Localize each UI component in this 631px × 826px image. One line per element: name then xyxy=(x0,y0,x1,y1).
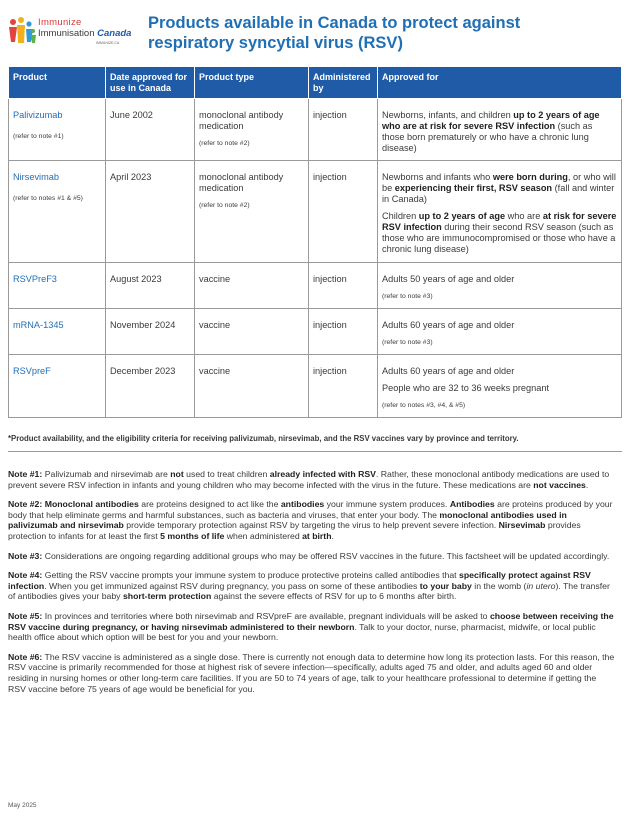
admin-cell: injection xyxy=(309,309,378,355)
family-figures-icon xyxy=(8,16,36,46)
admin-cell: injection xyxy=(309,161,378,263)
type-cell xyxy=(195,161,309,263)
note-3: Note #3: Considerations are ongoing regarding additional groups who may be offered RSV vaccines in the future. This factsheet will be updated accordingly. xyxy=(8,550,610,561)
col-header-administered: Administered by xyxy=(309,67,378,99)
logo-line-immunize: Immunize xyxy=(38,17,82,28)
date-cell: April 2023 xyxy=(106,161,195,263)
date-cell: December 2023 xyxy=(106,355,195,418)
note-1: Note #1: Palivizumab and nirsevimab are not used to treat children already infected with RSV. Rather, these monoclonal antibody medications are used to prevent severe RSV infection in infants and young children who may become infected with the virus in the future. These medications are not vaccines. xyxy=(8,469,610,490)
product-cell: RSVPreF3 xyxy=(9,263,106,309)
col-header-date: Date approved for use in Canada xyxy=(106,67,195,99)
table-row xyxy=(9,263,622,309)
table-footnote: *Product availability, and the eligibility criteria for receiving palivizumab, nirsevimab, and the RSV vaccines vary by province and territory. xyxy=(8,434,519,443)
product-name: Nirsevimab xyxy=(13,172,59,182)
type-text: monoclonal antibody medication xyxy=(199,172,284,193)
products-table xyxy=(8,66,622,418)
note-4: Note #4: Getting the RSV vaccine prompts your immune system to produce protective proteins called antibodies that specifically protect against RSV infection. When you get immunized against RSV during pregnancy, you pass on some of these antibodies to your baby in the womb (in utero). The transfer of antibodies gives your baby short-term protection against the severe effects of RSV for up to 6 months after birth. xyxy=(8,570,610,602)
notes-section xyxy=(8,469,616,703)
type-cell xyxy=(195,99,309,161)
col-header-type: Product type xyxy=(195,67,309,99)
date-cell: June 2002 xyxy=(106,99,195,161)
type-text: monoclonal antibody medication xyxy=(199,110,284,131)
divider xyxy=(8,451,622,452)
table-row xyxy=(9,355,622,418)
table-row xyxy=(9,309,622,355)
product-name: Palivizumab xyxy=(13,110,63,120)
type-note: (refer to note #2) xyxy=(199,140,250,147)
note-5: Note #5: In provinces and territories where both nirsevimab and RSVpreF are available, pregnant individuals will be asked to choose between receiving the RSV vaccine during pregnancy, or having nirsevimab administered to their newborn. Talk to your doctor, nurse, pharmacist, midwife, or local public health office about which option will be best for you and your newborn. xyxy=(8,610,614,643)
product-cell: RSVpreF xyxy=(9,355,106,418)
date-cell: November 2024 xyxy=(106,309,195,355)
immunize-canada-logo xyxy=(8,14,133,56)
approved-cell: Adults 60 years of age and older (refer to note #3) xyxy=(378,309,622,355)
table-row xyxy=(9,99,622,161)
product-note: (refer to note #1) xyxy=(13,133,64,140)
type-cell: vaccine xyxy=(195,355,309,418)
col-header-product: Product xyxy=(9,67,106,99)
logo-line-url: IMMUNIZE.CA xyxy=(96,41,120,45)
product-cell xyxy=(9,99,106,161)
admin-cell: injection xyxy=(309,355,378,418)
note-2: Note #2: Monoclonal antibodies are proteins designed to act like the antibodies your immune system produces. Antibodies are proteins produced by your body that help eliminate germs and harmful substances, such as bacteria and viruses, that enter your body. The monoclonal antibodies used in palivizumab and nirsevimab provide temporary protection against RSV by targeting the virus to help prevent severe infection. Nirsevimab provides protection to infants for at least the first 5 months of life when administered at birth. xyxy=(8,499,613,541)
approved-cell: Newborns, infants, and children up to 2 years of age who are at risk for severe RSV infection (such as those born prematurely or who have a chronic lung disease) xyxy=(378,99,622,161)
note-6: Note #6: The RSV vaccine is administered as a single dose. There is currently not enough data to determine how long its protection lasts. For this reason, the RSV vaccine is primarily recommended for those at highest risk of severe infection—specifically, adults aged 75 and older, and adults aged 60 and older residing in nursing homes or other long-term care facilities. If you are 50 to 74 years of age, talk to your healthcare professional to determine if getting the RSV vaccine before 75 years of age would be beneficial for you. xyxy=(8,651,615,694)
product-cell: mRNA-1345 xyxy=(9,309,106,355)
type-cell: vaccine xyxy=(195,309,309,355)
approved-cell: Adults 60 years of age and older People who are 32 to 36 weeks pregnant (refer to notes #3, #4, & #5) xyxy=(378,355,622,418)
approved-cell: Newborns and infants who were born during, or who will be experiencing their first, RSV season (fall and winter in Canada) Children up to 2 years of age who are at risk for severe RSV infection during their second RSV season (such as those who are immunocompromised or those who have a chronic lung disease) xyxy=(378,161,622,263)
admin-cell: injection xyxy=(309,263,378,309)
approved-cell: Adults 50 years of age and older (refer to note #3) xyxy=(378,263,622,309)
table-header-row xyxy=(9,67,622,99)
product-cell xyxy=(9,161,106,263)
type-cell: vaccine xyxy=(195,263,309,309)
date-cell: August 2023 xyxy=(106,263,195,309)
publication-date: May 2025 xyxy=(8,802,37,809)
type-note: (refer to note #2) xyxy=(199,202,250,209)
page-title: Products available in Canada to protect against respiratory syncytial virus (RSV) xyxy=(148,14,521,52)
col-header-approved: Approved for xyxy=(378,67,622,99)
product-note: (refer to notes #1 & #5) xyxy=(13,195,83,202)
admin-cell: injection xyxy=(309,99,378,161)
table-row xyxy=(9,161,622,263)
logo-line-immunisation: Immunisation Canada xyxy=(38,28,132,39)
